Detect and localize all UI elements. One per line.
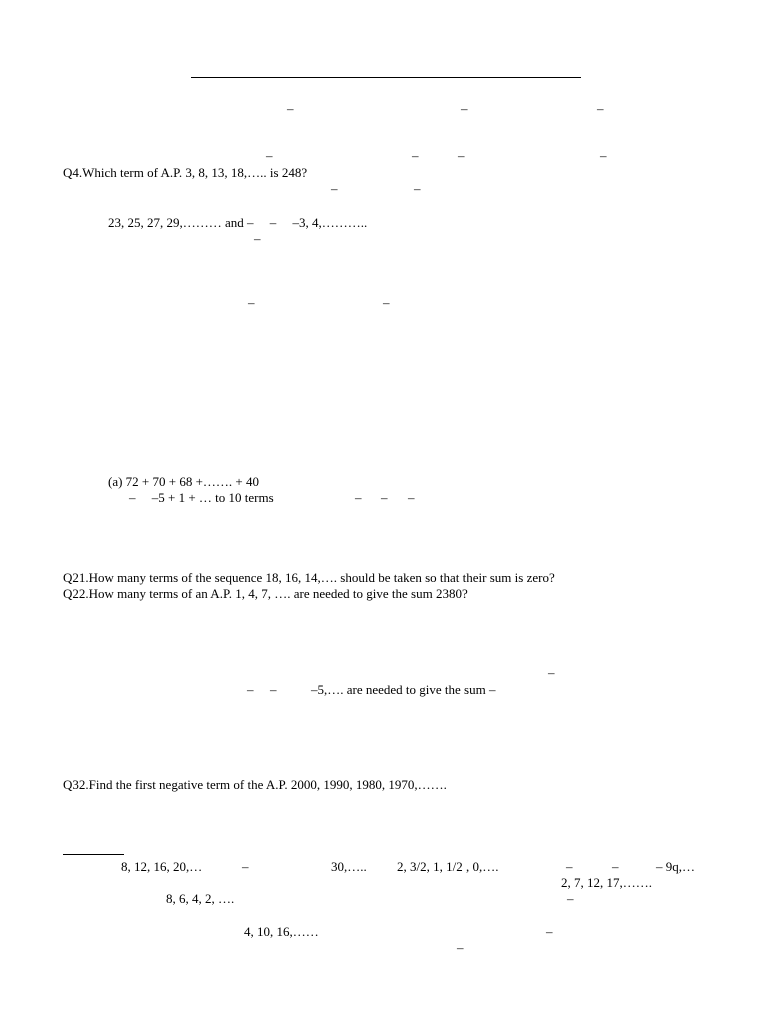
sequence-5: 2, 7, 12, 17,……. [561,875,652,890]
sequence-3: 2, 3/2, 1, 1/2 , 0,…. [397,859,499,874]
question-part-a: (a) 72 + 70 + 68 +……. + 40 [108,474,260,489]
sequence-1: 8, 12, 16, 20,… [121,859,203,874]
sequence-2: 30,….. [331,859,367,874]
sum-question-tail: –5,…. are needed to give the sum – [311,682,496,697]
sequence-4: – 9q,… [656,859,695,874]
dash-fragment: – [458,148,465,163]
section-underline [63,854,124,855]
question-32: Q32.Find the first negative term of the A.P. 2000, 1990, 1980, 1970,……. [63,777,447,792]
dash-fragment: – [600,148,607,163]
question-22: Q22.How many terms of an A.P. 1, 4, 7, …. are needed to give the sum 2380? [63,586,468,601]
dash-fragment: – [412,148,419,163]
dash-fragment: – [548,665,555,680]
dash-fragment: – [270,682,277,697]
dash-fragment: – [414,181,421,196]
dash-fragment: – [287,101,294,116]
question-part-b: – –5 + 1 + … to 10 terms [129,490,274,505]
dash-fragment: – [597,101,604,116]
dash-fragment: – [567,891,574,906]
dash-fragment: – [266,148,273,163]
title-underline [191,77,581,78]
dash-fragment: – [331,181,338,196]
dash-fragment: – [546,924,553,939]
dash-fragment: – [248,295,255,310]
dash-fragment: – [612,859,619,874]
dash-fragment: – [461,101,468,116]
dash-fragment: – [381,490,388,505]
dash-fragment: – [408,490,415,505]
question-21: Q21.How many terms of the sequence 18, 16, 14,…. should be taken so that their sum is zero? [63,570,555,585]
dash-fragment: – [383,295,390,310]
dash-fragment: – [242,859,249,874]
sequence-6: 8, 6, 4, 2, …. [166,891,235,906]
dash-fragment: – [355,490,362,505]
dash-fragment: – [566,859,573,874]
question-4: Q4.Which term of A.P. 3, 8, 13, 18,….. is 248? [63,165,308,180]
dash-fragment: – [457,940,464,955]
dash-fragment: – [247,682,254,697]
sequence-7: 4, 10, 16,…… [244,924,319,939]
dash-fragment: – [254,231,261,246]
sequence-pair-line: 23, 25, 27, 29,……… and – – –3, 4,……….. [108,215,368,230]
